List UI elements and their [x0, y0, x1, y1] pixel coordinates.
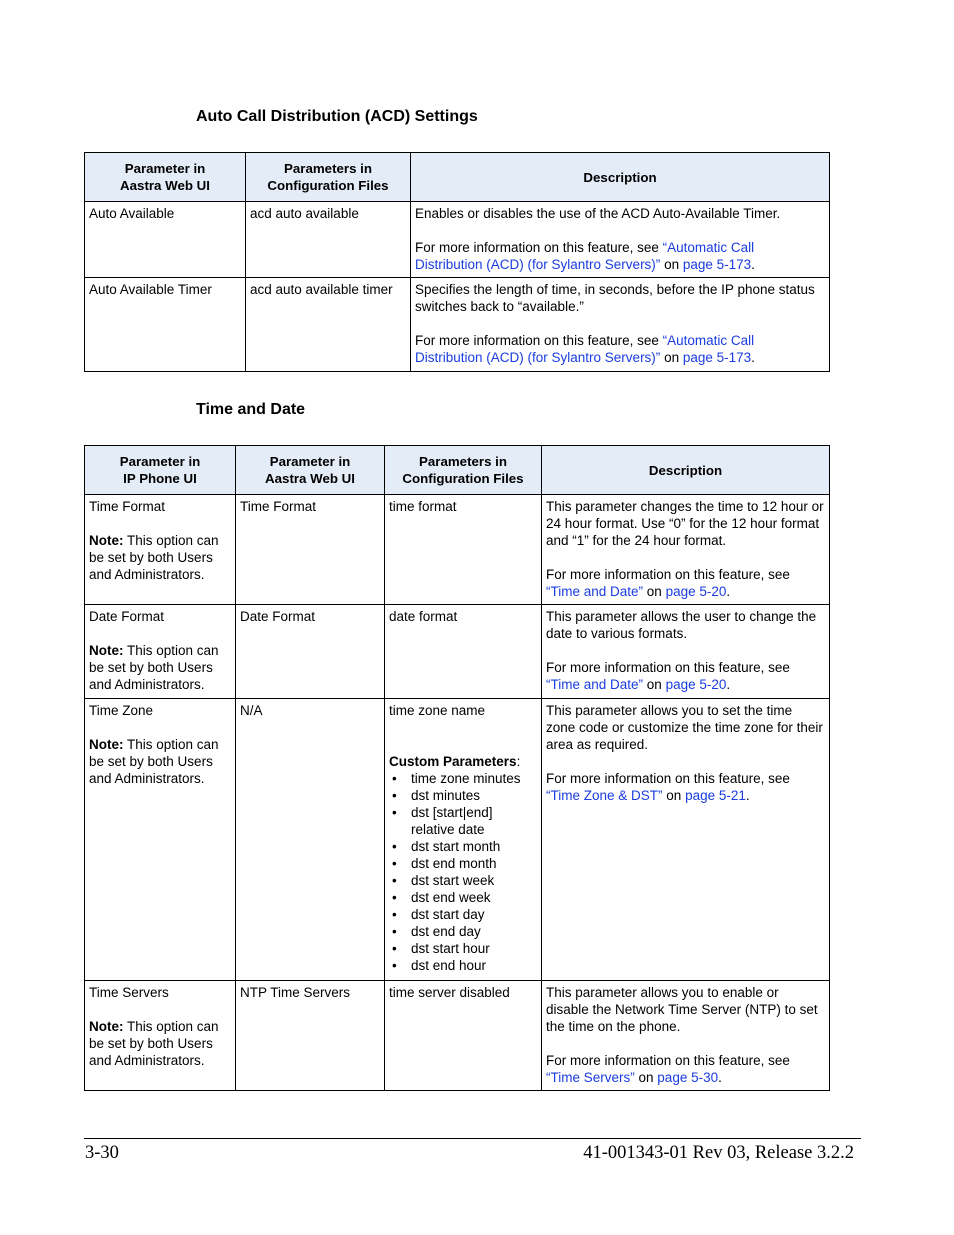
custom-parameters-label: Custom Parameters	[389, 754, 517, 769]
web-ui-cell: NTP Time Servers	[236, 981, 385, 1091]
list-item: • dst start day	[389, 906, 537, 923]
list-item: • dst start month	[389, 838, 537, 855]
list-item: • dst end month	[389, 855, 537, 872]
feature-link[interactable]: “Automatic Call Distribution (ACD) (for Sylantro Servers)”	[415, 333, 755, 365]
document-id: 41-001343-01 Rev 03, Release 3.2.2	[583, 1143, 854, 1163]
list-item: • dst end week	[389, 889, 537, 906]
description-cell: Specifies the length of time, in seconds, before the IP phone status switches back to “available.” For more information on this feature, see “Automatic Call Distribution (ACD) (for Sylantro Servers)” on page 5-173.	[411, 278, 830, 372]
table-row	[85, 495, 830, 605]
phone-ui-cell: Date Format Note: This option can be set by both Users and Administrators.	[85, 605, 236, 699]
table-row	[85, 605, 830, 699]
time-date-table	[84, 445, 830, 1091]
note-label: Note:	[89, 643, 124, 658]
phone-ui-cell: Time Zone Note: This option can be set by both Users and Administrators.	[85, 699, 236, 981]
phone-ui-cell: Time Servers Note: This option can be set by both Users and Administrators.	[85, 981, 236, 1091]
header-config-files: Parameters in Configuration Files	[246, 153, 411, 202]
acd-section-title: Auto Call Distribution (ACD) Settings	[196, 108, 478, 125]
header-web-ui: Parameter in Aastra Web UI	[85, 153, 246, 202]
note-label: Note:	[89, 737, 124, 752]
note-label: Note:	[89, 1019, 124, 1034]
time-section-title: Time and Date	[196, 401, 306, 418]
description-cell: Enables or disables the use of the ACD Auto-Available Timer. For more information on this feature, see “Automatic Call Distribution (ACD) (for Sylantro Servers)” on page 5-173.	[411, 202, 830, 278]
description-cell: This parameter allows you to enable or disable the Network Time Server (NTP) to set the time on the phone. For more information on this feature, see “Time Servers” on page 5-30.	[542, 981, 830, 1091]
custom-parameters-list	[389, 770, 537, 974]
footer-divider	[84, 1138, 861, 1139]
note-label: Note:	[89, 533, 124, 548]
description-cell: This parameter allows the user to change the date to various formats. For more information on this feature, see “Time and Date” on page 5-20.	[542, 605, 830, 699]
list-item: • dst end hour	[389, 957, 537, 974]
list-item: • dst minutes	[389, 787, 537, 804]
config-cell: acd auto available	[246, 202, 411, 278]
header-phone-ui: Parameter in IP Phone UI	[85, 446, 236, 495]
list-item: • dst end day	[389, 923, 537, 940]
web-ui-cell: Auto Available Timer	[85, 278, 246, 372]
feature-link[interactable]: “Time and Date”	[546, 584, 644, 599]
feature-link[interactable]: “Time Zone & DST”	[546, 788, 663, 803]
table-row	[85, 278, 830, 372]
header-description: Description	[542, 446, 830, 495]
web-ui-cell: Time Format	[236, 495, 385, 605]
page-link[interactable]: page 5-173	[682, 257, 752, 272]
list-item: • dst start week	[389, 872, 537, 889]
acd-settings-table	[84, 152, 830, 372]
header-web-ui: Parameter in Aastra Web UI	[236, 446, 385, 495]
table-row	[85, 202, 830, 278]
list-item: • dst start hour	[389, 940, 537, 957]
page-number: 3-30	[85, 1143, 119, 1163]
config-cell: time server disabled	[385, 981, 542, 1091]
list-item: • time zone minutes	[389, 770, 537, 787]
feature-link[interactable]: “Time and Date”	[546, 677, 644, 692]
list-item: • dst [start|end] relative date	[389, 804, 537, 838]
page-link[interactable]: page 5-30	[657, 1070, 719, 1085]
description-cell: This parameter allows you to set the time zone code or customize the time zone for their area as required. For more information on this feature, see “Time Zone & DST” on page 5-21.	[542, 699, 830, 981]
page-link[interactable]: page 5-21	[685, 788, 746, 803]
table-row	[85, 699, 830, 981]
web-ui-cell: Auto Available	[85, 202, 246, 278]
config-cell: time format	[385, 495, 542, 605]
feature-link[interactable]: “Automatic Call Distribution (ACD) (for Sylantro Servers)”	[415, 240, 755, 272]
config-cell: date format	[385, 605, 542, 699]
header-description: Description	[411, 153, 830, 202]
feature-link[interactable]: “Time Servers”	[546, 1070, 635, 1085]
config-cell: acd auto available timer	[246, 278, 411, 372]
web-ui-cell: Date Format	[236, 605, 385, 699]
phone-ui-cell: Time Format Note: This option can be set by both Users and Administrators.	[85, 495, 236, 605]
table-row	[85, 981, 830, 1091]
description-cell: This parameter changes the time to 12 hour or 24 hour format. Use “0” for the 12 hour format and “1” for the 24 hour format. For more information on this feature, see “Time and Date” on page 5-20.	[542, 495, 830, 605]
header-config-files: Parameters in Configuration Files	[385, 446, 542, 495]
page-link[interactable]: page 5-20	[665, 584, 727, 599]
config-cell: time zone name Custom Parameters: • time zone minutes • dst minutes • dst [start|end] relative date • dst start month • dst end month • dst start week • dst end week • dst start day • dst end day • dst start hour • dst end hour	[385, 699, 542, 981]
web-ui-cell: N/A	[236, 699, 385, 981]
page-link[interactable]: page 5-173	[682, 350, 752, 365]
page-link[interactable]: page 5-20	[665, 677, 727, 692]
